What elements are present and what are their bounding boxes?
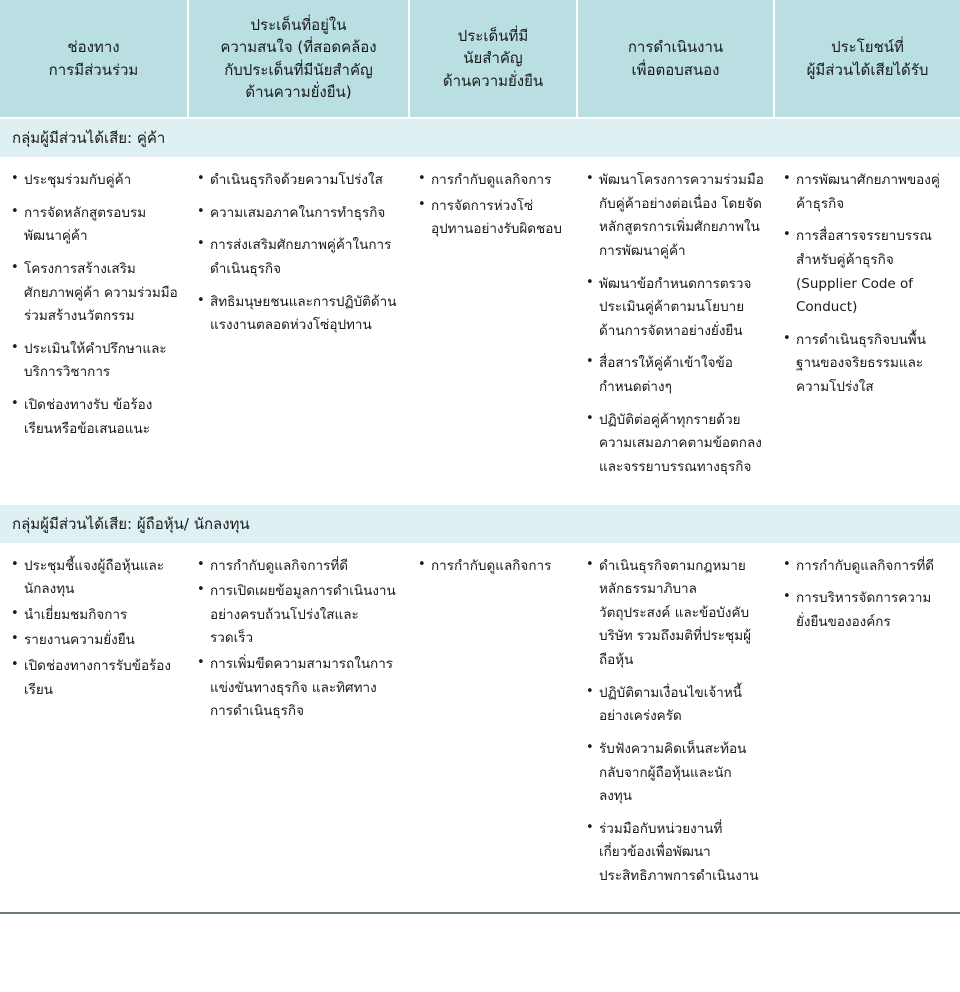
column-header-material-topics: ประเด็นที่มี นัยสำคัญ ด้านความยั่งยืน xyxy=(409,0,577,118)
list-item: • การจัดการห่วงโซ่อุปทานอย่างรับผิดชอบ xyxy=(417,195,567,242)
list-suppliers-benefits xyxy=(782,169,950,400)
table-header-row xyxy=(0,0,960,118)
list-item: • เปิดช่องทางการรับข้อร้องเรียน xyxy=(10,655,178,702)
list-item: • รับฟังความคิดเห็นสะท้อนกลับจากผู้ถือหุ้นและนักลงทุน xyxy=(585,738,764,809)
table-body xyxy=(0,118,960,912)
list-shareholders-engagement-channel xyxy=(10,555,178,703)
list-item: • ร่วมมือกับหน่วยงานที่เกี่ยวข้องเพื่อพัฒนาประสิทธิภาพการดำเนินงาน xyxy=(585,818,764,889)
list-item: • พัฒนาข้อกำหนดการตรวจประเมินคู่ค้าตามนโยบายด้านการจัดหาอย่างยั่งยืน xyxy=(585,273,764,344)
column-header-engagement-channel: ช่องทาง การมีส่วนร่วม xyxy=(0,0,188,118)
table-row-shareholders xyxy=(0,544,960,912)
table-row-suppliers xyxy=(0,158,960,504)
list-shareholders-benefits xyxy=(782,555,950,635)
list-suppliers-response-actions xyxy=(585,169,764,480)
cell-suppliers-engagement-channel xyxy=(0,158,188,504)
list-item: • สื่อสารให้คู่ค้าเข้าใจข้อกำหนดต่างๆ xyxy=(585,352,764,399)
cell-suppliers-topics-of-interest xyxy=(188,158,409,504)
list-item: • นำเยี่ยมชมกิจการ xyxy=(10,604,178,628)
list-shareholders-material-topics xyxy=(417,555,567,579)
list-shareholders-response-actions xyxy=(585,555,764,889)
cell-shareholders-material-topics xyxy=(409,544,577,912)
list-suppliers-material-topics xyxy=(417,169,567,242)
list-shareholders-topics-of-interest xyxy=(196,555,399,724)
list-suppliers-topics-of-interest xyxy=(196,169,399,338)
bottom-rule xyxy=(0,912,960,914)
table-header xyxy=(0,0,960,118)
cell-suppliers-benefits xyxy=(774,158,960,504)
list-item: • ดำเนินธุรกิจด้วยความโปร่งใส xyxy=(196,169,399,193)
list-item: • การเพิ่มขีดความสามารถในการแข่งขันทางธุรกิจ และทิศทางการดำเนินธุรกิจ xyxy=(196,653,399,724)
cell-suppliers-material-topics xyxy=(409,158,577,504)
list-item: • ประเมินให้คำปรึกษาและบริการวิชาการ xyxy=(10,338,178,385)
column-header-topics-of-interest: ประเด็นที่อยู่ใน ความสนใจ (ที่สอดคล้อง กับประเด็นที่มีนัยสำคัญ ด้านความยั่งยืน) xyxy=(188,0,409,118)
list-item: • การส่งเสริมศักยภาพคู่ค้าในการดำเนินธุรกิจ xyxy=(196,234,399,281)
cell-suppliers-response-actions xyxy=(577,158,774,504)
list-item: • รายงานความยั่งยืน xyxy=(10,629,178,653)
list-item: • การกำกับดูแลกิจการที่ดี xyxy=(196,555,399,579)
cell-shareholders-engagement-channel xyxy=(0,544,188,912)
list-item: • การดำเนินธุรกิจบนพื้นฐานของจริยธรรมและความโปร่งใส xyxy=(782,329,950,400)
list-item: • การสื่อสารจรรยาบรรณสำหรับคู่ค้าธุรกิจ (Supplier Code of Conduct) xyxy=(782,225,950,320)
cell-shareholders-benefits xyxy=(774,544,960,912)
list-item: • การบริหารจัดการความยั่งยืนขององค์กร xyxy=(782,587,950,634)
list-suppliers-engagement-channel xyxy=(10,169,178,441)
group-label-suppliers: กลุ่มผู้มีส่วนได้เสีย: คู่ค้า xyxy=(0,118,960,158)
list-item: • พัฒนาโครงการความร่วมมือกับคู่ค้าอย่างต่อเนื่อง โดยจัดหลักสูตรการเพิ่มศักยภาพในการพัฒนาคู่ค้า xyxy=(585,169,764,264)
list-item: • การเปิดเผยข้อมูลการดำเนินงานอย่างครบถ้วนโปร่งใสและรวดเร็ว xyxy=(196,580,399,651)
list-item: • การกำกับดูแลกิจการที่ดี xyxy=(782,555,950,579)
list-item: • การกำกับดูแลกิจการ xyxy=(417,169,567,193)
list-item: • การกำกับดูแลกิจการ xyxy=(417,555,567,579)
list-item: • การจัดหลักสูตรอบรมพัฒนาคู่ค้า xyxy=(10,202,178,249)
list-item: • โครงการสร้างเสริมศักยภาพคู่ค้า ความร่วมมือ ร่วมสร้างนวัตกรรม xyxy=(10,258,178,329)
list-item: • ประชุมชี้แจงผู้ถือหุ้นและนักลงทุน xyxy=(10,555,178,602)
group-label-shareholders: กลุ่มผู้มีส่วนได้เสีย: ผู้ถือหุ้น/ นักลงทุน xyxy=(0,504,960,544)
list-item: • ความเสมอภาคในการทำธุรกิจ xyxy=(196,202,399,226)
list-item: • ปฏิบัติตามเงื่อนไขเจ้าหนี้อย่างเคร่งครัด xyxy=(585,682,764,729)
column-header-response-actions: การดำเนินงาน เพื่อตอบสนอง xyxy=(577,0,774,118)
group-row-shareholders xyxy=(0,504,960,544)
column-header-stakeholder-benefits: ประโยชน์ที่ ผู้มีส่วนได้เสียได้รับ xyxy=(774,0,960,118)
list-item: • ปฏิบัติต่อคู่ค้าทุกรายด้วยความเสมอภาคตามข้อตกลง และจรรยาบรรณทางธุรกิจ xyxy=(585,409,764,480)
group-row-suppliers xyxy=(0,118,960,158)
list-item: • การพัฒนาศักยภาพของคู่ค้าธุรกิจ xyxy=(782,169,950,216)
list-item: • ดำเนินธุรกิจตามกฎหมาย หลักธรรมาภิบาล วัตถุประสงค์ และข้อบังคับบริษัท รวมถึงมติที่ประชุมผู้ถือหุ้น xyxy=(585,555,764,673)
list-item: • เปิดช่องทางรับ ข้อร้องเรียนหรือข้อเสนอแนะ xyxy=(10,394,178,441)
list-item: • ประชุมร่วมกับคู่ค้า xyxy=(10,169,178,193)
list-item: • สิทธิมนุษยชนและการปฏิบัติด้านแรงงานตลอดห่วงโซ่อุปทาน xyxy=(196,291,399,338)
cell-shareholders-topics-of-interest xyxy=(188,544,409,912)
cell-shareholders-response-actions xyxy=(577,544,774,912)
